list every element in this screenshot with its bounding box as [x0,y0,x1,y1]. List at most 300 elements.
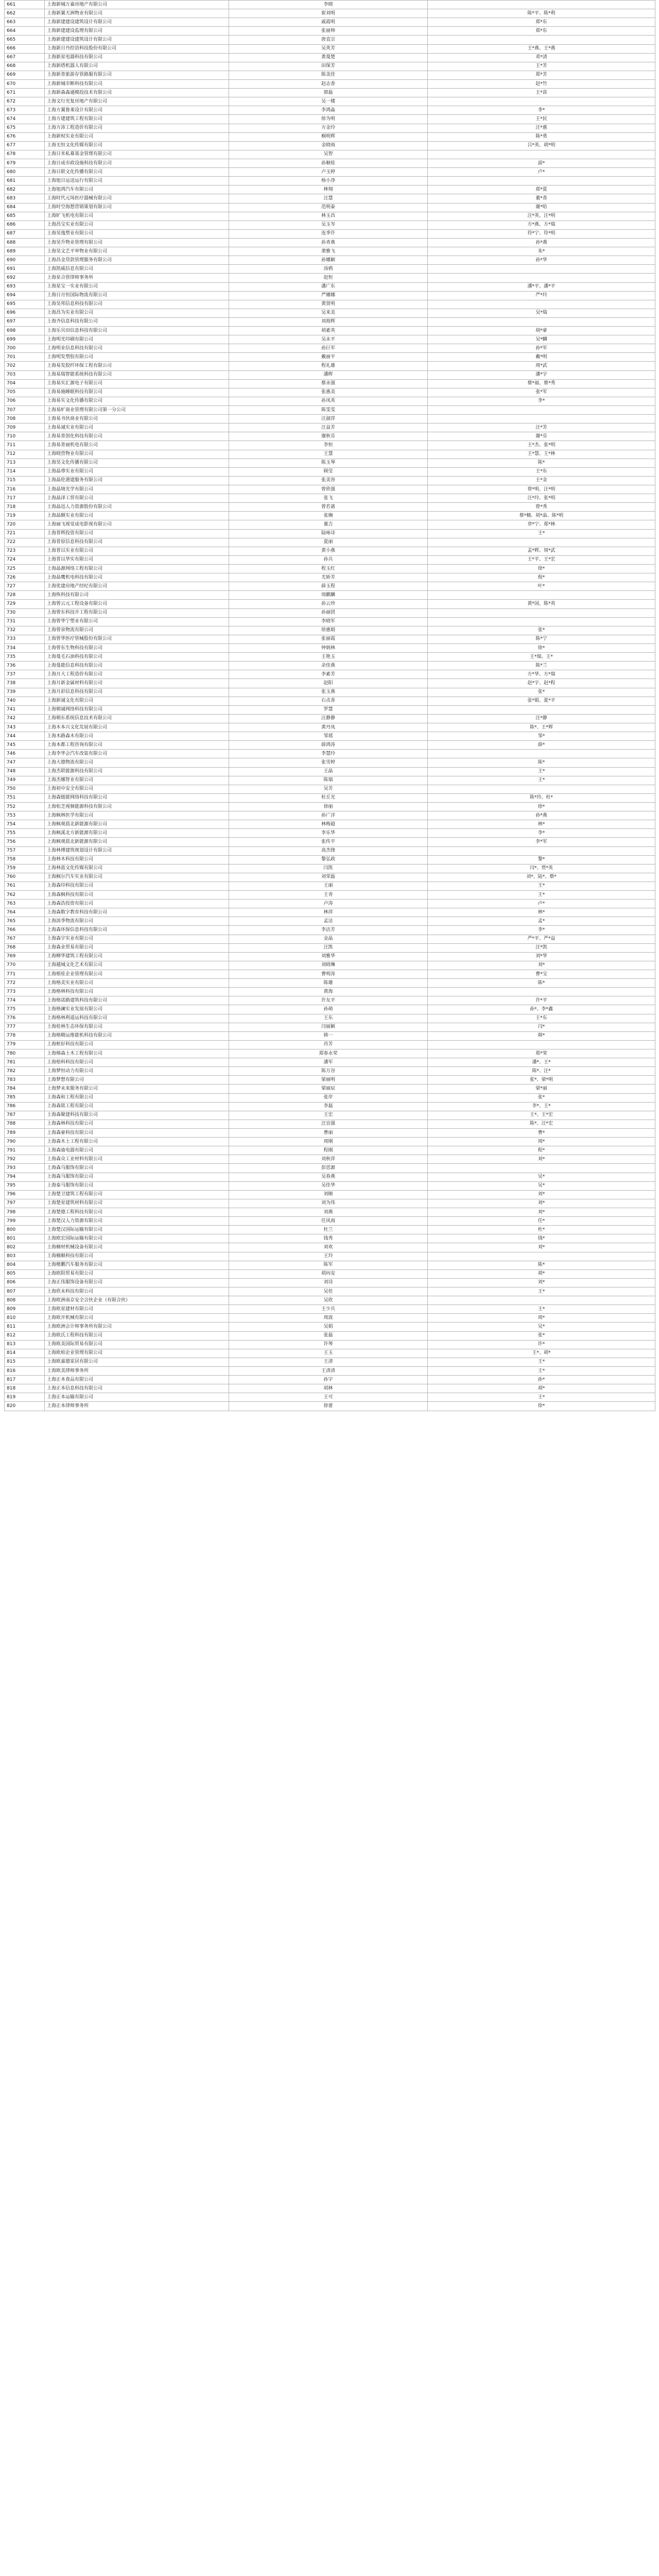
related-person-cell: 梁*丽 [428,1084,655,1093]
related-person-cell: 曹*宝 [428,970,655,979]
representative-cell: 胡林 [229,1384,428,1393]
table-row [5,723,655,732]
table-row [5,115,655,124]
representative-cell: 肖芳 [229,1040,428,1049]
table-row [5,591,655,600]
table-row [5,917,655,926]
table-row [5,317,655,326]
representative-cell: 黄海 [229,988,428,996]
unit-name-cell: 上海森枫科技有限公司 [45,891,229,900]
row-number-cell: 703 [5,370,45,379]
representative-cell: 金晶 [229,935,428,943]
related-person-cell: 潘*、王* [428,1058,655,1067]
table-row [5,353,655,362]
representative-cell: 薛鸿涛 [229,741,428,750]
related-person-cell: 刘* [428,1190,655,1199]
row-number-cell: 816 [5,1366,45,1375]
unit-name-cell: 上海楚德工程科技有限公司 [45,1208,229,1216]
table-row [5,1040,655,1049]
table-row [5,441,655,450]
related-person-cell [428,1164,655,1173]
related-person-cell: 刘* [428,1278,655,1287]
row-number-cell: 773 [5,988,45,996]
related-person-cell [428,406,655,415]
row-number-cell: 738 [5,679,45,688]
unit-name-cell: 上海楷鹏汽车服务有限公司 [45,1261,229,1269]
related-person-cell: 王*燕、王*燕 [428,44,655,53]
unit-name-cell: 上海时空海想营销策划有限公司 [45,203,229,212]
row-number-cell: 731 [5,617,45,626]
table-row [5,529,655,538]
table-row [5,194,655,203]
row-number-cell: 797 [5,1199,45,1208]
unit-name-cell: 上海新建建设建筑设计有限公司 [45,36,229,44]
related-person-cell: 张* [428,688,655,697]
unit-name-cell: 上海易诚实业有限公司 [45,423,229,432]
row-number-cell: 711 [5,441,45,450]
related-person-cell [428,1,655,9]
row-number-cell: 771 [5,970,45,979]
table-row [5,1173,655,1181]
row-number-cell: 799 [5,1217,45,1226]
table-row [5,379,655,388]
table-row [5,1093,655,1102]
representative-cell: 夏丽 [229,538,428,547]
table-row [5,1181,655,1190]
row-number-cell: 817 [5,1376,45,1384]
row-number-cell: 741 [5,705,45,714]
representative-cell: 吴一楼 [229,97,428,106]
related-person-cell: 黄*国、陈*英 [428,600,655,608]
related-person-cell: 王* [428,891,655,900]
related-person-cell: 陈*勇 [428,132,655,141]
representative-cell: 戚霞明 [229,18,428,27]
related-person-cell: 王* [428,1305,655,1314]
row-number-cell: 679 [5,159,45,167]
representative-cell: 杜兰 [229,1226,428,1234]
representative-cell: 崔刘明 [229,9,428,18]
row-number-cell: 801 [5,1234,45,1243]
representative-cell: 胡向安 [229,1269,428,1278]
table-row [5,1155,655,1164]
row-number-cell: 807 [5,1287,45,1296]
representative-cell: 严娜娜 [229,291,428,300]
unit-name-cell: 上海森浩投资有限公司 [45,900,229,908]
unit-name-cell: 上海松芝视频能源科技有限公司 [45,802,229,811]
table-row [5,274,655,282]
representative-cell: 田琛芳 [229,62,428,71]
representative-cell: 罗慧 [229,705,428,714]
related-person-cell: 胡*豪 [428,327,655,335]
table-row [5,1164,655,1173]
representative-cell: 王丽 [229,882,428,890]
related-person-cell: 李* [428,397,655,405]
representative-cell: 孙巨军 [229,344,428,353]
related-person-cell: 邹* [428,732,655,741]
row-number-cell: 800 [5,1226,45,1234]
table-row [5,1023,655,1031]
related-person-cell: 蔡*福、蔡*秀 [428,379,655,388]
unit-name-cell: 上海昊文化传播有限公司 [45,459,229,467]
related-person-cell: 陈*宁 [428,635,655,643]
table-row [5,741,655,750]
representative-cell: 吴娟 [229,1323,428,1331]
related-person-cell: 陈*兰 [428,662,655,670]
row-number-cell: 698 [5,327,45,335]
row-number-cell: 746 [5,750,45,758]
table-row [5,608,655,617]
related-person-cell: 郑*荣 [428,1049,655,1058]
unit-name-cell: 上海欣未科技有限公司 [45,1287,229,1296]
registry-table-body [5,1,655,1411]
row-number-cell: 697 [5,317,45,326]
table-row [5,388,655,397]
unit-name-cell: 上海格美实业有限公司 [45,979,229,988]
row-number-cell: 675 [5,124,45,132]
unit-name-cell: 上海淡季物流有限公司 [45,917,229,926]
related-person-cell: 许*平 [428,996,655,1005]
representative-cell: 孙兵 [229,555,428,564]
unit-name-cell: 上海格林科技有限公司 [45,988,229,996]
row-number-cell: 806 [5,1278,45,1287]
related-person-cell: 刘* [428,1155,655,1164]
unit-name-cell: 上海木路森木有限公司 [45,732,229,741]
unit-name-cell: 上海月彩信息科技有限公司 [45,688,229,697]
row-number-cell: 684 [5,203,45,212]
related-person-cell: 杜* [428,1226,655,1234]
representative-cell: 潘广东 [229,282,428,291]
unit-name-cell: 上海新建建设建筑设计有限公司 [45,18,229,27]
related-person-cell: 朱* [428,247,655,256]
unit-name-cell: 上海日米私募基金管理有限公司 [45,150,229,159]
unit-name-cell: 上海森业贸易有限公司 [45,943,229,952]
table-row [5,952,655,961]
table-row [5,150,655,159]
table-row [5,943,655,952]
row-number-cell: 728 [5,591,45,600]
unit-name-cell: 上海梦未来服务有限公司 [45,1084,229,1093]
unit-name-cell: 上海欧洲南京安全合伙企业（有限合伙） [45,1296,229,1305]
row-number-cell: 765 [5,917,45,926]
row-number-cell: 777 [5,1023,45,1031]
row-number-cell: 704 [5,379,45,388]
unit-name-cell: 上海格澜实业发展有限公司 [45,1005,229,1014]
representative-cell: 杜丘光 [229,793,428,802]
related-person-cell: 戴*明 [428,353,655,362]
table-row [5,688,655,697]
related-person-cell: 陈* [428,459,655,467]
unit-name-cell: 上海欧氏工程科技有限公司 [45,1331,229,1340]
row-number-cell: 769 [5,952,45,961]
representative-cell: 徐惠娟 [229,626,428,635]
table-row [5,582,655,591]
representative-cell: 张玉燕 [229,688,428,697]
table-row [5,732,655,741]
table-row [5,679,655,688]
unit-name-cell: 上海新普旅游存管路服有限公司 [45,71,229,79]
related-person-cell: 孙*华 [428,256,655,265]
related-person-cell: 王*平、王*宏 [428,555,655,564]
row-number-cell: 678 [5,150,45,159]
unit-name-cell: 上海日成市政设施科技有限公司 [45,159,229,167]
row-number-cell: 687 [5,229,45,238]
representative-cell: 孙广洋 [229,811,428,820]
row-number-cell: 793 [5,1164,45,1173]
related-person-cell: 李* [428,926,655,935]
row-number-cell: 808 [5,1296,45,1305]
representative-cell: 戴丽平 [229,353,428,362]
row-number-cell: 683 [5,194,45,203]
representative-cell: 郭磊 [229,89,428,97]
unit-name-cell: 上海日月恒国际物流有限公司 [45,291,229,300]
table-row [5,600,655,608]
table-row [5,256,655,265]
representative-cell: 周麒麟 [229,591,428,600]
representative-cell: 汪凯 [229,943,428,952]
representative-cell: 曾若菡 [229,503,428,512]
unit-name-cell: 上海根桂企业管理有限公司 [45,970,229,979]
table-row [5,1217,655,1226]
related-person-cell: 刘* [428,1243,655,1252]
related-person-cell: 赵*宇、赵*程 [428,679,655,688]
unit-name-cell: 上海欧柏企业管理有限公司 [45,1349,229,1358]
representative-cell: 孙凤英 [229,397,428,405]
table-row [5,71,655,79]
unit-name-cell: 上海森印科技有限公司 [45,882,229,890]
representative-cell: 吴玉岑 [229,221,428,229]
row-number-cell: 722 [5,538,45,547]
related-person-cell [428,846,655,855]
table-row [5,238,655,247]
unit-name-cell: 上海晓营物业有限公司 [45,450,229,459]
related-person-cell: 周* [428,1314,655,1323]
table-row [5,1269,655,1278]
row-number-cell: 763 [5,900,45,908]
table-row [5,212,655,221]
row-number-cell: 676 [5,132,45,141]
unit-name-cell: 上海枫观晨北新能源有限公司 [45,820,229,829]
representative-cell: 彭思源 [229,1164,428,1173]
unit-name-cell: 上海星合管律师事务所 [45,274,229,282]
table-row [5,1014,655,1023]
unit-name-cell: 上海晶鹰机电科技有限公司 [45,573,229,582]
representative-cell: 林萍 [229,908,428,917]
row-number-cell: 748 [5,767,45,776]
row-number-cell: 791 [5,1146,45,1155]
row-number-cell: 727 [5,582,45,591]
row-number-cell: 764 [5,908,45,917]
row-number-cell: 690 [5,256,45,265]
table-row [5,1384,655,1393]
table-row [5,512,655,520]
unit-name-cell: 上海明发塑胶有限公司 [45,353,229,362]
representative-cell: 汪慧 [229,194,428,203]
row-number-cell: 778 [5,1031,45,1040]
unit-name-cell: 上海枢好科技有限公司 [45,1040,229,1049]
row-number-cell: 694 [5,291,45,300]
unit-name-cell: 上海正本食品有限公司 [45,1376,229,1384]
related-person-cell: 孙*燕 [428,238,655,247]
unit-name-cell: 上海乐贝田信息科技有限公司 [45,327,229,335]
row-number-cell: 759 [5,864,45,873]
related-person-cell: 王* [428,1287,655,1296]
unit-name-cell: 上海晶伦港建服务有限公司 [45,476,229,485]
related-person-cell: 郑*芳 [428,71,655,79]
representative-cell: 邹瑶 [229,732,428,741]
unit-name-cell: 上海森木土工程有限公司 [45,1138,229,1146]
related-person-cell: 邓*清 [428,53,655,62]
unit-name-cell: 上海方建建筑工程有限公司 [45,115,229,124]
unit-name-cell: 上海昌金贷款管理服务有限公司 [45,256,229,265]
unit-name-cell: 上海森环保信息科技有限公司 [45,926,229,935]
representative-cell: 赵志香 [229,79,428,88]
representative-cell: 陈军 [229,1261,428,1269]
table-row [5,653,655,662]
representative-cell: 李鸿淼 [229,106,428,115]
table-row [5,970,655,979]
unit-name-cell: 上海泰马服饰有限公司 [45,1181,229,1190]
representative-cell: 程玉红 [229,565,428,573]
table-row [5,1261,655,1269]
row-number-cell: 696 [5,309,45,317]
row-number-cell: 783 [5,1076,45,1084]
row-number-cell: 757 [5,846,45,855]
row-number-cell: 736 [5,662,45,670]
representative-cell: 张丽霞 [229,635,428,643]
table-row [5,1,655,9]
representative-cell: 周刚 [229,1138,428,1146]
row-number-cell: 710 [5,432,45,441]
row-number-cell: 779 [5,1040,45,1049]
row-number-cell: 788 [5,1120,45,1128]
row-number-cell: 672 [5,97,45,106]
unit-name-cell: 上海新城万嘉房地产有限公司 [45,1,229,9]
row-number-cell: 723 [5,547,45,555]
related-person-cell: 徐* [428,565,655,573]
representative-cell: 许琴 [229,1340,428,1349]
representative-cell: 孙宇 [229,1376,428,1384]
related-person-cell: 吴*瑞 [428,309,655,317]
unit-name-cell: 上海欧美国际贸易有限公司 [45,1340,229,1349]
unit-name-cell: 上海正本信息科技有限公司 [45,1384,229,1393]
representative-cell: 李晓军 [229,617,428,626]
representative-cell: 李晓 [229,1,428,9]
related-person-cell: 张* [428,626,655,635]
related-person-cell: 孟*辉、周*武 [428,547,655,555]
table-row [5,1129,655,1138]
related-person-cell: 章*宁、郑*林 [428,520,655,529]
representative-cell: 汤鸦 [229,265,428,274]
related-person-cell: 汪*惠 [428,124,655,132]
related-person-cell: 周* [428,1138,655,1146]
row-number-cell: 685 [5,212,45,221]
table-row [5,362,655,370]
related-person-cell: 吴*麟 [428,335,655,344]
registry-table [4,0,655,1411]
table-row [5,891,655,900]
representative-cell: 张岸 [229,1093,428,1102]
table-row [5,750,655,758]
related-person-cell: 程* [428,1146,655,1155]
row-number-cell: 795 [5,1181,45,1190]
representative-cell: 王青 [229,891,428,900]
related-person-cell [428,785,655,793]
table-row [5,1138,655,1146]
representative-cell: 吴智 [229,150,428,159]
related-person-cell: 严*玲 [428,291,655,300]
unit-name-cell: 上海普原信息科技有限公司 [45,538,229,547]
unit-name-cell: 上海晶尊实业有限公司 [45,467,229,476]
row-number-cell: 673 [5,106,45,115]
table-row [5,203,655,212]
table-row [5,335,655,344]
unit-name-cell: 上海明光印刷有限公司 [45,335,229,344]
representative-cell: 刘欢 [229,1243,428,1252]
row-number-cell: 815 [5,1358,45,1366]
related-person-cell: 钱* [428,1234,655,1243]
unit-name-cell: 上海楠材机械设备有限公司 [45,1243,229,1252]
unit-name-cell: 上海欧开机械有限公司 [45,1314,229,1323]
related-person-cell [428,608,655,617]
representative-cell: 张传平 [229,838,428,846]
representative-cell: 陈瑞 [229,776,428,785]
related-person-cell: 谢*芬 [428,432,655,441]
row-number-cell: 734 [5,643,45,652]
related-person-cell [428,988,655,996]
row-number-cell: 677 [5,141,45,150]
representative-cell: 李洁芳 [229,926,428,935]
unit-name-cell: 上海时代元场医疗器械有限公司 [45,194,229,203]
table-row [5,1349,655,1358]
table-row [5,1146,655,1155]
row-number-cell: 752 [5,802,45,811]
table-row [5,1393,655,1402]
unit-name-cell: 上海朝诚网络科技有限公司 [45,705,229,714]
related-person-cell: 曹* [428,1129,655,1138]
table-row [5,802,655,811]
representative-cell: 王少兵 [229,1305,428,1314]
representative-cell: 刘诗 [229,1278,428,1287]
representative-cell: 刘海辉 [229,317,428,326]
related-person-cell [428,705,655,714]
table-row [5,1323,655,1331]
related-person-cell: 郑*夏 [428,185,655,194]
representative-cell: 程礼雄 [229,362,428,370]
row-number-cell: 721 [5,529,45,538]
row-number-cell: 798 [5,1208,45,1216]
table-row [5,494,655,503]
unit-name-cell: 上海普辉投资有限公司 [45,529,229,538]
table-row [5,776,655,785]
representative-cell: 陈雄 [229,979,428,988]
representative-cell: 王艳玉 [229,653,428,662]
representative-cell: 王清清 [229,1366,428,1375]
table-row [5,547,655,555]
unit-name-cell: 上海昊邦信息科技有限公司 [45,300,229,309]
representative-cell: 张飞 [229,494,428,503]
unit-name-cell: 上海楠顺科技有限公司 [45,1252,229,1261]
related-person-cell: 王* [428,1366,655,1375]
unit-name-cell: 上海旭日运送运行有限公司 [45,177,229,185]
row-number-cell: 750 [5,785,45,793]
related-person-cell: 王*杰、张*明 [428,441,655,450]
representative-cell: 李慧玲 [229,750,428,758]
unit-name-cell: 上海柳华建筑工程有限公司 [45,952,229,961]
row-number-cell: 749 [5,776,45,785]
table-row [5,1067,655,1076]
related-person-cell: 张* [428,1093,655,1102]
row-number-cell: 670 [5,79,45,88]
